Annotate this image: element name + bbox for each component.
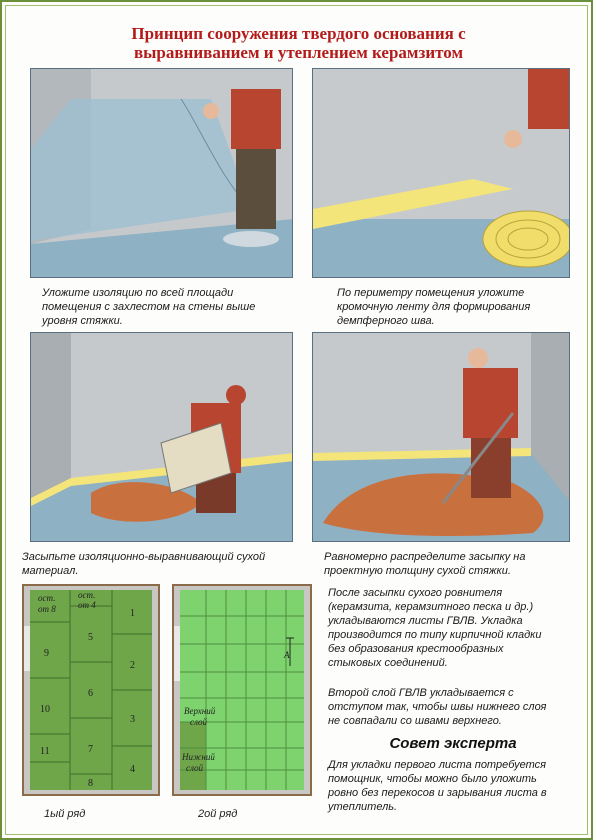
- text-line: (керамзита, керамзитного песка и др.): [328, 601, 534, 613]
- plan1-sheet-8: 8: [88, 778, 93, 789]
- plan-second-row: [172, 584, 312, 796]
- text-paragraph-2: [328, 686, 578, 728]
- plan1-sheet-5: 5: [88, 632, 93, 643]
- plan2-row-label: 2ой ряд: [198, 808, 238, 820]
- step1-caption-line: уровня стяжки.: [42, 315, 123, 327]
- spread-fill-drawing: [313, 333, 570, 542]
- text-line: без образования крестообразных: [328, 643, 504, 655]
- text-line: стыковых соединений.: [328, 657, 448, 669]
- plan2-bottom-layer-line1: Нижний: [182, 752, 215, 762]
- plan1-label-ost4-line2: от 4: [78, 600, 96, 610]
- plan1-sheet-11: 11: [40, 746, 50, 757]
- text-line: не совпадали со швами верхнего.: [328, 715, 502, 727]
- plan2-top-layer-line1: Верхний: [184, 706, 216, 716]
- text-line: производится по типу кирпичной кладки: [328, 629, 542, 641]
- plan1-label-ost4-line1: ост.: [78, 590, 96, 600]
- plan1-sheet-2: 2: [130, 660, 135, 671]
- page-title-line1: Принцип сооружения твердого основания с: [131, 24, 466, 43]
- illustration-edge-tape: [312, 68, 570, 278]
- step3-caption-line: Засыпьте изоляционно-выравнивающий сухой: [22, 551, 266, 563]
- plan1-sheet-10: 10: [40, 704, 50, 715]
- page-title-line2: выравниванием и утеплением керамзитом: [133, 43, 464, 62]
- advice-paragraph: [328, 758, 578, 814]
- plan1-row-label: 1ый ряд: [44, 808, 86, 820]
- text-line: укладываются листы ГВЛВ. Укладка: [328, 615, 523, 627]
- text-line: помощник, чтобы можно было уложить: [328, 773, 537, 785]
- step2-caption-line: демпферного шва.: [337, 315, 435, 327]
- plan1-sheet-9: 9: [44, 648, 49, 659]
- plan-second-row-drawing: [174, 586, 310, 794]
- plan1-sheet-6: 6: [88, 688, 93, 699]
- step1-caption-line: Уложите изоляцию по всей площади: [42, 287, 234, 299]
- plan1-sheet-3: 3: [130, 714, 135, 725]
- illustration-pour-fill: [30, 332, 293, 542]
- text-paragraph-1: [328, 586, 578, 670]
- plan2-top-layer-line2: слой: [190, 717, 208, 727]
- plan1-sheet-1: 1: [130, 608, 135, 619]
- plan-first-row-drawing: [24, 586, 158, 794]
- step4-caption-line: проектную толщину сухой стяжки.: [324, 565, 511, 577]
- edge-tape-drawing: [313, 69, 570, 278]
- text-line: После засыпки сухого ровнителя: [328, 587, 503, 599]
- step3-caption: [22, 550, 312, 578]
- text-line: ровно без перекосов и зарывания листа в: [328, 787, 547, 799]
- illustration-insulation: [30, 68, 293, 278]
- illustration-spread-fill: [312, 332, 570, 542]
- plan2-section-marker: A: [284, 650, 290, 660]
- step4-caption: [324, 550, 584, 578]
- plan1-label-ost8-line1: ост.: [38, 593, 56, 603]
- plan1-sheet-7: 7: [88, 744, 93, 755]
- step2-caption-line: По периметру помещения уложите: [337, 287, 525, 299]
- plan2-bottom-layer-line2: слой: [186, 763, 204, 773]
- step1-caption-line: помещения с захлестом на стены выше: [42, 301, 256, 313]
- text-line: Для укладки первого листа потребуется: [328, 759, 547, 771]
- advice-heading: Совет эксперта: [389, 735, 517, 752]
- pour-fill-drawing: [31, 333, 293, 542]
- text-line: Второй слой ГВЛВ укладывается с: [328, 687, 514, 699]
- text-line: утеплитель.: [328, 801, 398, 813]
- step2-caption-line: кромочную ленту для формирования: [337, 301, 531, 313]
- plan1-sheet-4: 4: [130, 764, 135, 775]
- step3-caption-line: материал.: [22, 565, 79, 577]
- text-line: отступом так, чтобы швы нижнего слоя: [328, 701, 547, 713]
- step4-caption-line: Равномерно распределите засыпку на: [324, 551, 526, 563]
- plan-first-row: [22, 584, 160, 796]
- step2-caption: [337, 286, 577, 328]
- step1-caption: [42, 286, 302, 328]
- insulation-drawing: [31, 69, 293, 278]
- plan1-label-ost8-line2: от 8: [38, 604, 56, 614]
